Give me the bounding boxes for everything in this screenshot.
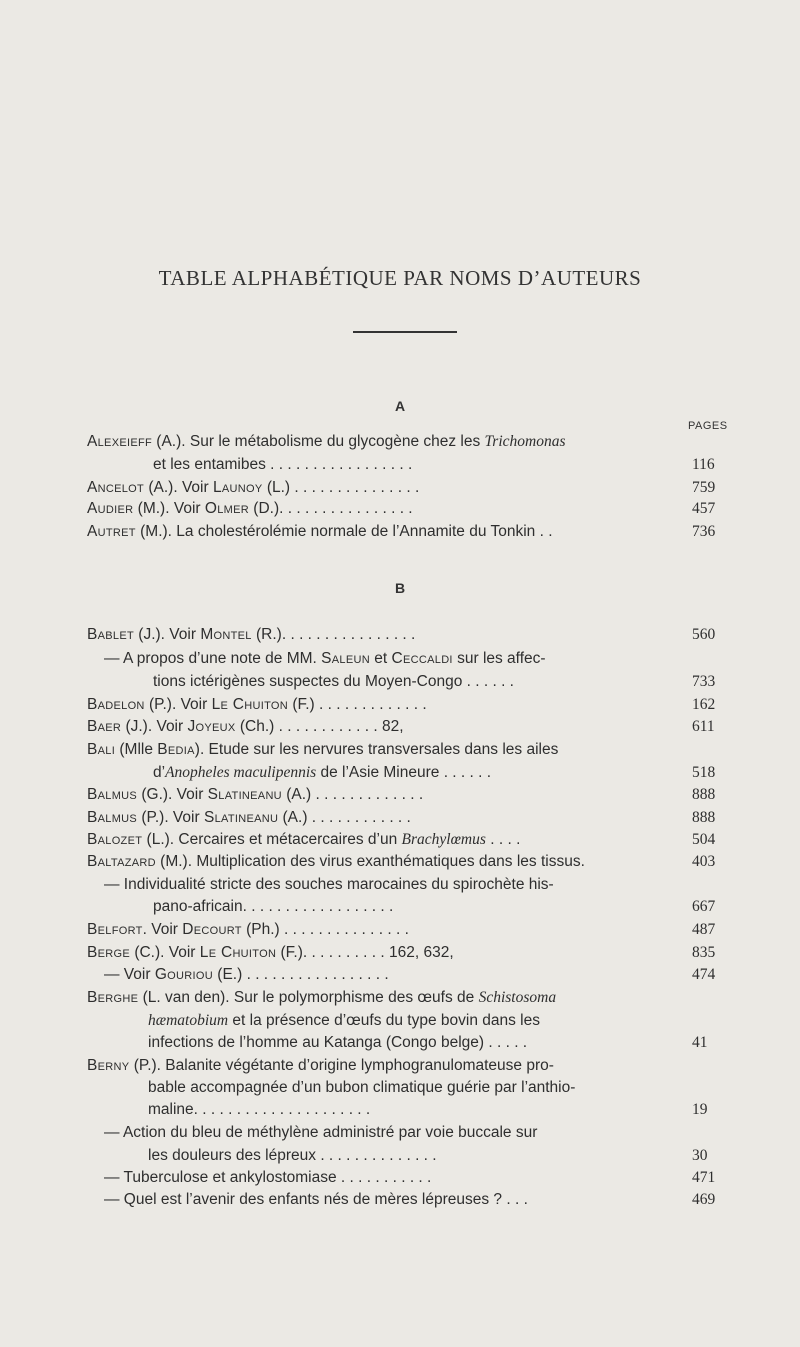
referenced-author: Le Chuiton: [211, 696, 289, 713]
page-number: 736: [692, 523, 716, 540]
index-line: [153, 764, 491, 786]
page-number: 759: [692, 479, 716, 496]
referenced-author: Le Chuiton: [199, 944, 277, 961]
entry-text: (P.). Voir: [144, 696, 212, 713]
index-line: [104, 1169, 431, 1191]
index-line: [87, 523, 553, 545]
page-number: 611: [692, 718, 715, 735]
entry-text: — Voir: [104, 966, 155, 983]
index-line: [87, 786, 423, 808]
page-number: 888: [692, 809, 716, 826]
referenced-author: Launoy: [212, 479, 263, 496]
author-name: Alexeieff: [87, 433, 152, 450]
index-line: [153, 673, 514, 695]
author-name: Balmus: [87, 786, 138, 803]
italic-term: Brachylœmus: [401, 831, 486, 848]
author-name: Badelon: [87, 696, 145, 713]
entry-text-after: (R.). . . . . . . . . . . . . . . .: [251, 626, 416, 643]
page-number: 487: [692, 921, 716, 938]
italic-term: Trichomonas: [484, 433, 566, 450]
referenced-author: Bedia: [157, 741, 195, 758]
entry-text: pano-africain. . . . . . . . . . . . . . . . . .: [153, 898, 394, 915]
page-number: 162: [692, 696, 716, 713]
page-number: 19: [692, 1101, 708, 1118]
index-line: [87, 921, 409, 943]
index-line: [148, 1034, 527, 1056]
italic-term: hæmatobium: [148, 1012, 229, 1029]
entry-text-after: (A.) . . . . . . . . . . . . .: [281, 786, 424, 803]
index-line: [87, 433, 566, 455]
page-number: 560: [692, 626, 716, 643]
index-line: [148, 1147, 437, 1169]
entry-text: (J.). Voir: [121, 718, 188, 735]
entry-text: (Mlle: [115, 741, 158, 758]
entry-text: — Action du bleu de méthylène administré par voie buccale sur: [104, 1124, 538, 1141]
author-name: Bablet: [87, 626, 134, 643]
italic-term: Anopheles maculipennis: [165, 764, 317, 781]
index-line: [87, 1057, 554, 1079]
index-line: [104, 966, 389, 988]
referenced-author: Saleun: [321, 650, 370, 667]
entry-text: — Individualité stricte des souches marocaines du spirochète his-: [104, 876, 554, 893]
index-line: [87, 479, 419, 501]
entry-text-tail: . . . .: [485, 831, 521, 848]
entry-text-after: (D.). . . . . . . . . . . . . . . .: [248, 500, 413, 517]
referenced-author: Montel: [200, 626, 252, 643]
entry-text: — A propos d’une note de MM.: [104, 650, 322, 667]
entry-text: — Tuberculose et ankylostomiase . . . . . . . . . . .: [104, 1169, 432, 1186]
author-name: Bali: [87, 741, 116, 758]
entry-text: (P.). Voir: [137, 809, 204, 826]
page-number: 41: [692, 1034, 708, 1051]
author-name: Balozet: [87, 831, 143, 848]
entry-text: bable accompagnée d’un bubon climatique guérie par l’anthio-: [148, 1079, 576, 1096]
entry-text: (A.). Sur le métabolisme du glycogène chez les: [152, 433, 485, 450]
entry-text: infections de l’homme au Katanga (Congo belge) . . . . .: [148, 1034, 528, 1051]
title-rule: [353, 331, 457, 333]
entry-text-tail: de l’Asie Mineure . . . . . .: [316, 764, 492, 781]
entry-text: (M.). La cholestérolémie normale de l’Annamite du Tonkin . .: [135, 523, 553, 540]
index-line: [148, 1012, 540, 1034]
page-number: 403: [692, 853, 716, 870]
page-number: 733: [692, 673, 716, 690]
referenced-author: Slatineanu: [203, 809, 279, 826]
entry-text-tail: et la présence d’œufs du type bovin dans les: [228, 1012, 540, 1029]
entry-text: (A.). Voir: [144, 479, 213, 496]
entry-text-after: (L.) . . . . . . . . . . . . . . .: [262, 479, 420, 496]
page-number: 835: [692, 944, 716, 961]
entry-text: (L. van den). Sur le polymorphisme des œufs de: [138, 989, 479, 1006]
italic-term: Schistosoma: [478, 989, 557, 1006]
index-line: [87, 831, 520, 853]
author-name: Baltazard: [87, 853, 156, 870]
entry-text: (L.). Cercaires et métacercaires d’un: [142, 831, 402, 848]
index-line: [104, 876, 554, 898]
referenced-author: Olmer: [204, 500, 249, 517]
entry-text-after: (E.) . . . . . . . . . . . . . . . . .: [213, 966, 389, 983]
page-number: 469: [692, 1191, 716, 1208]
index-line: [87, 741, 558, 763]
entry-text: (G.). Voir: [137, 786, 208, 803]
entry-text-after: (A.) . . . . . . . . . . . .: [278, 809, 411, 826]
index-line: [148, 1101, 370, 1123]
index-line: [153, 456, 412, 478]
entry-text: (P.). Balanite végétante d’origine lymphogranulomateuse pro-: [129, 1057, 554, 1074]
page-number: 667: [692, 898, 716, 915]
entry-text: — Quel est l’avenir des enfants nés de mères lépreuses ? . . .: [104, 1191, 528, 1208]
referenced-author: Gouriou: [154, 966, 213, 983]
referenced-author-2: Ceccaldi: [391, 650, 453, 667]
index-line: [87, 853, 585, 875]
entry-text-after: ). Etude sur les nervures transversales dans les ailes: [194, 741, 559, 758]
entry-text: . Voir: [142, 921, 183, 938]
index-line: [87, 809, 411, 831]
author-name: Berghe: [87, 989, 139, 1006]
page-title: TABLE ALPHABÉTIQUE PAR NOMS D’AUTEURS: [158, 266, 642, 290]
index-line: [87, 989, 556, 1011]
entry-text-after: (F.). . . . . . . . . . 162, 632,: [276, 944, 454, 961]
index-line: [87, 500, 413, 522]
referenced-author: Slatineanu: [207, 786, 282, 803]
entry-text: maline. . . . . . . . . . . . . . . . . . . . .: [148, 1101, 371, 1118]
author-name: Belfort: [87, 921, 143, 938]
referenced-author: Joyeux: [187, 718, 236, 735]
index-line: [87, 696, 427, 718]
page-number: 116: [692, 456, 715, 473]
page-number: 471: [692, 1169, 716, 1186]
entry-text: les douleurs des lépreux . . . . . . . . . . . . . .: [148, 1147, 437, 1164]
entry-text: d’: [153, 764, 166, 781]
entry-text: tions ictérigènes suspectes du Moyen-Congo . . . . . .: [153, 673, 514, 690]
index-line: [87, 626, 415, 648]
page-number: 474: [692, 966, 716, 983]
index-line: [148, 1079, 575, 1101]
page-number: 888: [692, 786, 716, 803]
index-line: [153, 898, 393, 920]
entry-text-after: (Ch.) . . . . . . . . . . . . 82,: [235, 718, 404, 735]
page-number: 30: [692, 1147, 708, 1164]
entry-text: (J.). Voir: [134, 626, 201, 643]
page-number: 518: [692, 764, 716, 781]
entry-text-after: et: [369, 650, 392, 667]
entry-text-after-2: sur les affec-: [452, 650, 546, 667]
section-letter-b: B: [394, 580, 406, 596]
referenced-author: Decourt: [182, 921, 242, 938]
author-name: Berny: [87, 1057, 130, 1074]
author-name: Autret: [87, 523, 136, 540]
index-line: [87, 944, 454, 966]
author-name: Baer: [87, 718, 122, 735]
entry-text: et les entamibes . . . . . . . . . . . . . . . . .: [153, 456, 413, 473]
section-letter-a: A: [394, 398, 406, 414]
entry-text: (M.). Multiplication des virus exanthématiques dans les tissus.: [155, 853, 585, 870]
page-number: 457: [692, 500, 716, 517]
index-line: [104, 650, 546, 672]
index-line: [87, 718, 404, 740]
index-line: [104, 1124, 537, 1146]
entry-text: (C.). Voir: [130, 944, 200, 961]
page-number: 504: [692, 831, 716, 848]
entry-text: (M.). Voir: [133, 500, 205, 517]
author-name: Balmus: [87, 809, 138, 826]
index-line: [104, 1191, 528, 1213]
pages-column-label: PAGES: [688, 420, 728, 432]
entry-text-after: (F.) . . . . . . . . . . . . .: [288, 696, 427, 713]
author-name: Berge: [87, 944, 131, 961]
author-name: Audier: [87, 500, 134, 517]
author-name: Ancelot: [87, 479, 145, 496]
entry-text-after: (Ph.) . . . . . . . . . . . . . . .: [241, 921, 409, 938]
